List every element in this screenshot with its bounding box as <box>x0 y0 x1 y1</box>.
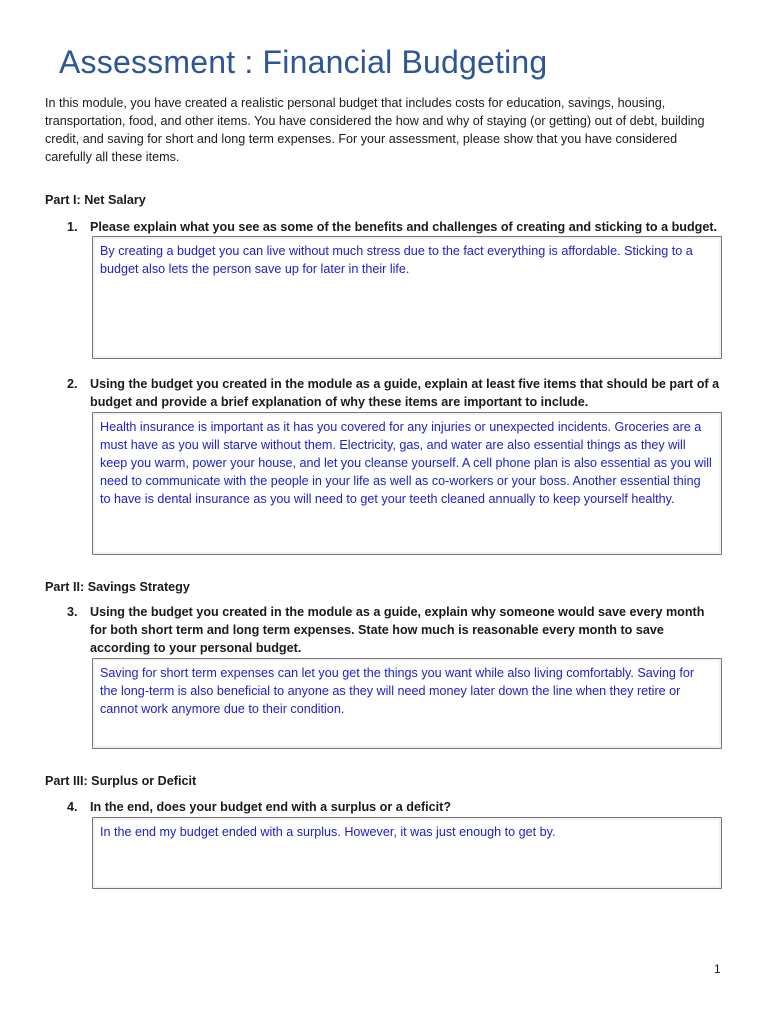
intro-paragraph: In this module, you have created a realistic personal budget that includes costs for education, savings, housing, transportation, food, and other items. You have considered the how and why of staying (or getting) out of debt, building credit, and saving for short and long term expenses. For your assessment, please show that you have considered carefully all these items. <box>45 96 705 164</box>
question-text: In the end, does your budget end with a surplus or a deficit? <box>90 800 452 814</box>
answer-text: In the end my budget ended with a surplus. However, it was just enough to get by. <box>100 825 556 839</box>
answer-box-4[interactable] <box>92 817 722 889</box>
question-text: Using the budget you created in the module as a guide, explain why someone would save every month for both short term and long term expenses. State how much is reasonable every month to save according to your personal budget. <box>90 605 705 655</box>
answer-text: By creating a budget you can live without much stress due to the fact everything is affordable. Sticking to a budget also lets the person save up for later in their life. <box>100 244 693 276</box>
question-number: 2. <box>67 377 78 391</box>
answer-box-1[interactable] <box>92 236 722 359</box>
part-heading-net-salary: Part I: Net Salary <box>45 193 146 207</box>
question-1 <box>67 218 722 236</box>
question-4 <box>67 798 722 816</box>
part-heading-surplus-or-deficit: Part III: Surplus or Deficit <box>45 774 197 788</box>
question-text: Using the budget you created in the module as a guide, explain at least five items that should be part of a budget and provide a brief explanation of why these items are important to include. <box>90 377 720 409</box>
question-3 <box>67 603 722 657</box>
page-number: 1 <box>714 962 721 976</box>
question-number: 4. <box>67 800 78 814</box>
answer-box-2[interactable] <box>92 412 722 555</box>
answer-box-3[interactable] <box>92 658 722 749</box>
part-heading-savings-strategy: Part II: Savings Strategy <box>45 580 190 594</box>
answer-text: Health insurance is important as it has you covered for any injuries or unexpected incidents. Groceries are a must have as you will starve without them. Electricity, gas, and water are also essential things as they will keep you warm, power your house, and let you cleanse yourself. A cell phone plan is also essential as you will need to communicate with the people in your life as well as co-workers or your boss. Another essential thing to have is dental insurance as you will need to get your teeth cleaned annually to keep yourself healthy. <box>100 420 712 506</box>
document-title: Assessment : Financial Budgeting <box>59 44 548 80</box>
question-number: 3. <box>67 605 78 619</box>
question-text: Please explain what you see as some of the benefits and challenges of creating and sticking to a budget. <box>90 220 718 234</box>
question-number: 1. <box>67 220 78 234</box>
answer-text: Saving for short term expenses can let you get the things you want while also living comfortably. Saving for the long-term is also beneficial to anyone as they will need money later down the line when they retire or cannot work anymore due to their condition. <box>100 666 695 716</box>
question-2 <box>67 375 722 411</box>
